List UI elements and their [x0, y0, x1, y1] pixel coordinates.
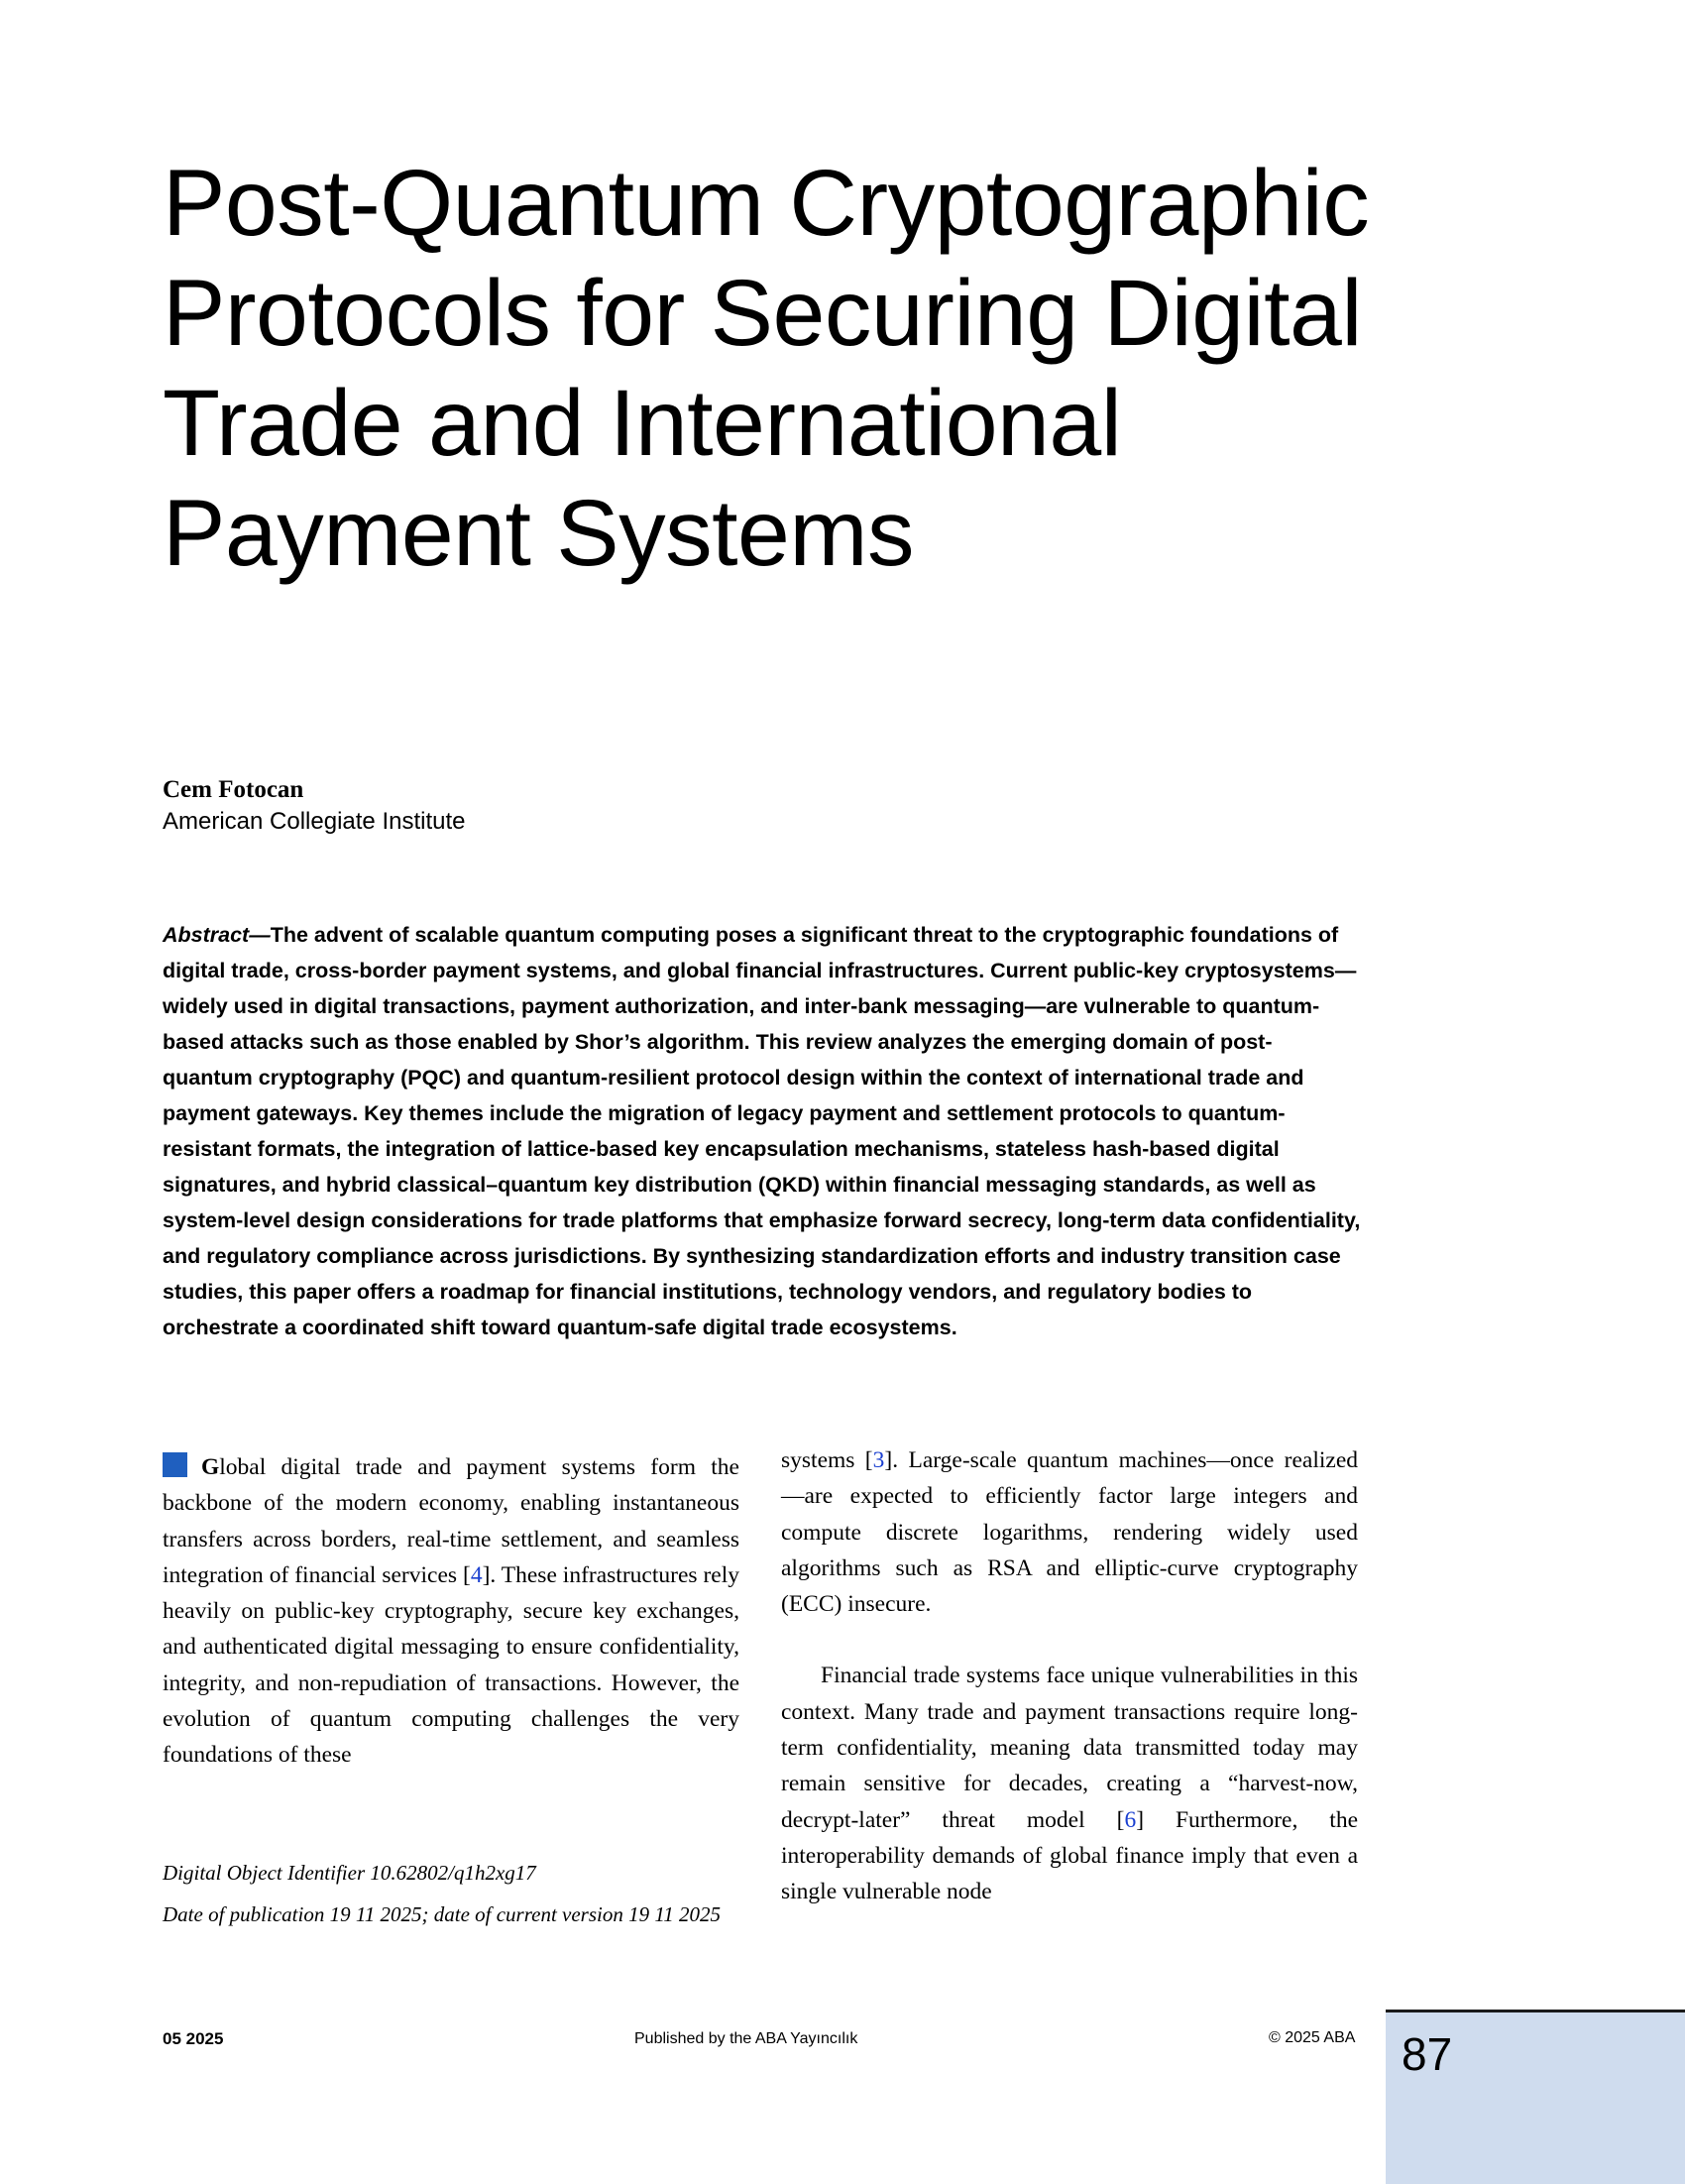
body-column-left [163, 1449, 739, 1774]
abstract [163, 917, 1362, 1345]
section-start-marker [163, 1452, 187, 1477]
body-paragraph-2 [781, 1658, 1358, 1909]
page-number: 87 [1402, 2028, 1453, 2080]
footer-issue: 05 2025 [163, 2029, 224, 2048]
citation-link-6[interactable]: 6 [1124, 1806, 1137, 1833]
author-affiliation: American Collegiate Institute [163, 808, 466, 835]
p2-text-1: Financial trade systems face unique vulnerabilities in this context. Many trade and payment transactions require long-term confidentiality, meaning data transmitted today may remain sensitive for decades, creating a “harvest-now, decrypt-later” threat model [ [781, 1663, 1358, 1833]
dropcap-letter: G [201, 1454, 220, 1480]
intro-paragraph [163, 1449, 739, 1774]
intro-text-1: lobal digital trade and payment systems form the backbone of the modern economy, enabling instantaneous transfers across borders, real-time settlement, and seamless integration of financial services [ [163, 1454, 739, 1588]
body-column-right [781, 1442, 1358, 1910]
citation-link-4[interactable]: 4 [470, 1561, 483, 1588]
intro-text-2: ]. These infrastructures rely heavily on public-key cryptography, secure key exchanges, and authenticated digital messaging to ensure confidentiality, integrity, and non-repudiation of transactions. However, the evolution of quantum computing challenges the very foundations of these [163, 1561, 739, 1769]
citation-link-3[interactable]: 3 [872, 1447, 885, 1473]
publication-dates: Date of publication 19 11 2025; date of current version 19 11 2025 [163, 1902, 722, 1926]
footer-copyright: © 2025 ABA [1269, 2029, 1356, 2046]
author-name: Cem Fotocan [163, 776, 304, 803]
publication-metadata [163, 1852, 739, 1935]
p1-text-1: systems [ [781, 1447, 873, 1473]
p2-text-2: ] Furthermore, the interoperability demands of global finance imply that even a single vulnerable node [781, 1806, 1358, 1905]
p1-text-2: ]. Large-scale quantum machines—once realized—are expected to efficiently factor large integers and compute discrete logarithms, rendering widely used algorithms such as RSA and elliptic-curve cryptography (ECC) insecure. [781, 1447, 1358, 1618]
abstract-label: Abstract— [163, 923, 271, 947]
doi: Digital Object Identifier 10.62802/q1h2xg17 [163, 1861, 536, 1885]
page-number-box [1386, 2010, 1685, 2184]
paper-title: Post-Quantum Cryptographic Protocols for Securing Digital Trade and International Payment Systems [163, 151, 1370, 586]
abstract-text: The advent of scalable quantum computing poses a significant threat to the cryptographic foundations of digital trade, cross-border payment systems, and global financial infrastructures. Current public-key cryptosystems—widely used in digital transactions, payment authorization, and inter-bank messaging—are vulnerable to quantum-based attacks such as those enabled by Shor’s algorithm. This review analyzes the emerging domain of post-quantum cryptography (PQC) and quantum-resilient protocol design within the context of international trade and payment gateways. Key themes include the migration of legacy payment and settlement protocols to quantum-resistant formats, the integration of lattice-based key encapsulation mechanisms, stateless hash-based digital signatures, and hybrid classical–quantum key distribution (QKD) within financial messaging standards, as well as system-level design considerations for trade platforms that emphasize forward secrecy, long-term data confidentiality, and regulatory compliance across jurisdictions. By synthesizing standardization efforts and industry transition case studies, this paper offers a roadmap for financial institutions, technology vendors, and regulatory bodies to orchestrate a coordinated shift toward quantum-safe digital trade ecosystems. [163, 923, 1361, 1339]
footer-publisher: Published by the ABA Yayıncılık [634, 2030, 858, 2047]
body-paragraph-1 [781, 1442, 1358, 1622]
